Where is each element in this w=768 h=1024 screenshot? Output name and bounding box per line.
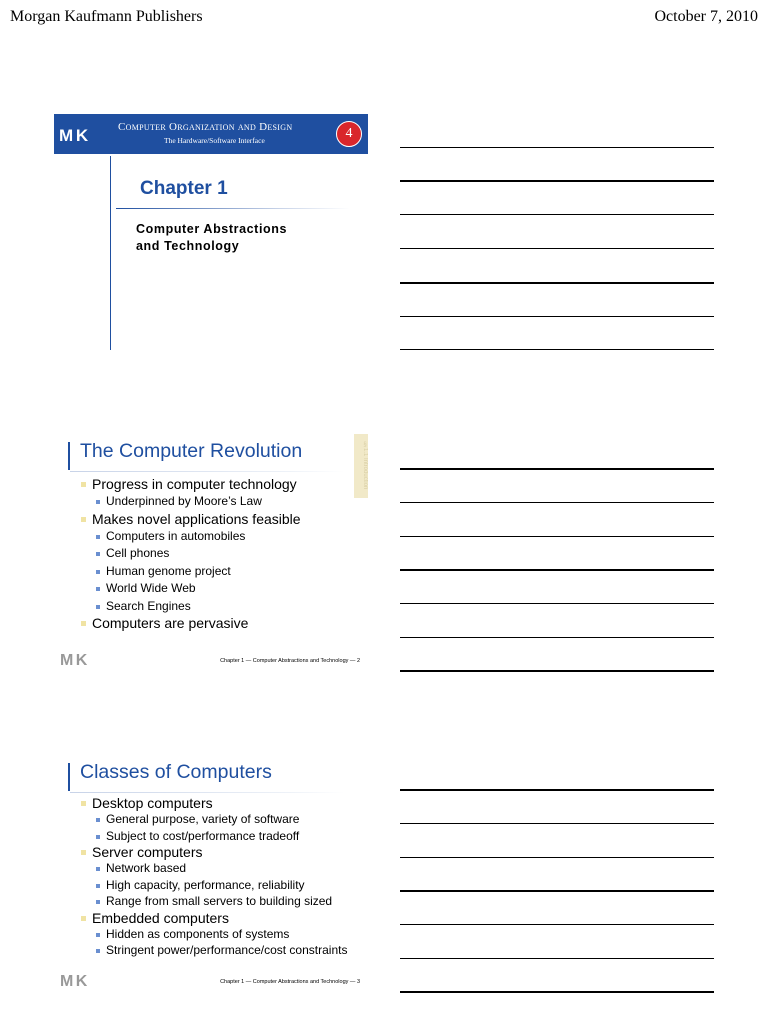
list-item: Stringent power/performance/cost constraints [92, 942, 347, 959]
slide-footer: Chapter 1 — Computer Abstractions and Technology — 3 [220, 979, 360, 985]
mk-logo-icon: M K [60, 652, 87, 669]
banner [54, 114, 368, 154]
list-item: Human genome project [92, 563, 301, 581]
list-item: Makes novel applications feasible Computers in automobiles Cell phones Human genome project World Wide Web Search Engines [80, 511, 301, 616]
slide-classes-of-computers [54, 755, 370, 995]
slide-footer: Chapter 1 — Computer Abstractions and Technology — 2 [220, 658, 360, 664]
list-item: Computers are pervasive [80, 615, 301, 632]
title-accent-bar [68, 763, 70, 791]
list-item: Underpinned by Moore’s Law [92, 493, 301, 511]
bullet-list [80, 795, 347, 959]
list-item: Subject to cost/performance tradeoff [92, 828, 347, 845]
header-date: October 7, 2010 [654, 8, 758, 25]
list-item: Network based [92, 860, 347, 877]
slide-title: The Computer Revolution [80, 440, 303, 462]
chapter-rule [116, 208, 350, 209]
mk-logo-icon: M K [60, 973, 87, 990]
list-item: Server computers Network based High capacity, performance, reliability Range from small servers to building sized [80, 844, 347, 910]
title-rule [70, 792, 344, 793]
list-item: Embedded computers Hidden as components of systems Stringent power/performance/cost constraints [80, 910, 347, 959]
title-rule [70, 471, 344, 472]
list-item: Computers in automobiles [92, 528, 301, 546]
chapter-subtitle: Computer Abstractions and Technology [136, 222, 288, 253]
list-item: High capacity, performance, reliability [92, 877, 347, 894]
list-item: Cell phones [92, 545, 301, 563]
vertical-rule [110, 156, 111, 350]
header-publisher: Morgan Kaufmann Publishers [10, 8, 203, 25]
list-item: Search Engines [92, 598, 301, 616]
slide-computer-revolution [54, 434, 370, 674]
list-item: Progress in computer technology Underpinned by Moore’s Law [80, 476, 301, 511]
list-item: General purpose, variety of software [92, 811, 347, 828]
list-item: Desktop computers General purpose, variety of software Subject to cost/performance tradeoff [80, 795, 347, 844]
section-tag: §1.1 Introduction [354, 434, 368, 498]
edition-badge: 4 [336, 121, 362, 147]
slide-title: Classes of Computers [80, 761, 272, 783]
list-item: Range from small servers to building sized [92, 893, 347, 910]
list-item: World Wide Web [92, 580, 301, 598]
slide-title [54, 114, 370, 354]
mk-logo-icon: M K [59, 126, 88, 145]
banner-subtitle: The Hardware/Software Interface [164, 136, 265, 145]
chapter-title: Chapter 1 [140, 178, 228, 199]
banner-title: Computer Organization and Design [118, 121, 293, 133]
bullet-list [80, 476, 301, 632]
list-item: Hidden as components of systems [92, 926, 347, 943]
title-accent-bar [68, 442, 70, 470]
